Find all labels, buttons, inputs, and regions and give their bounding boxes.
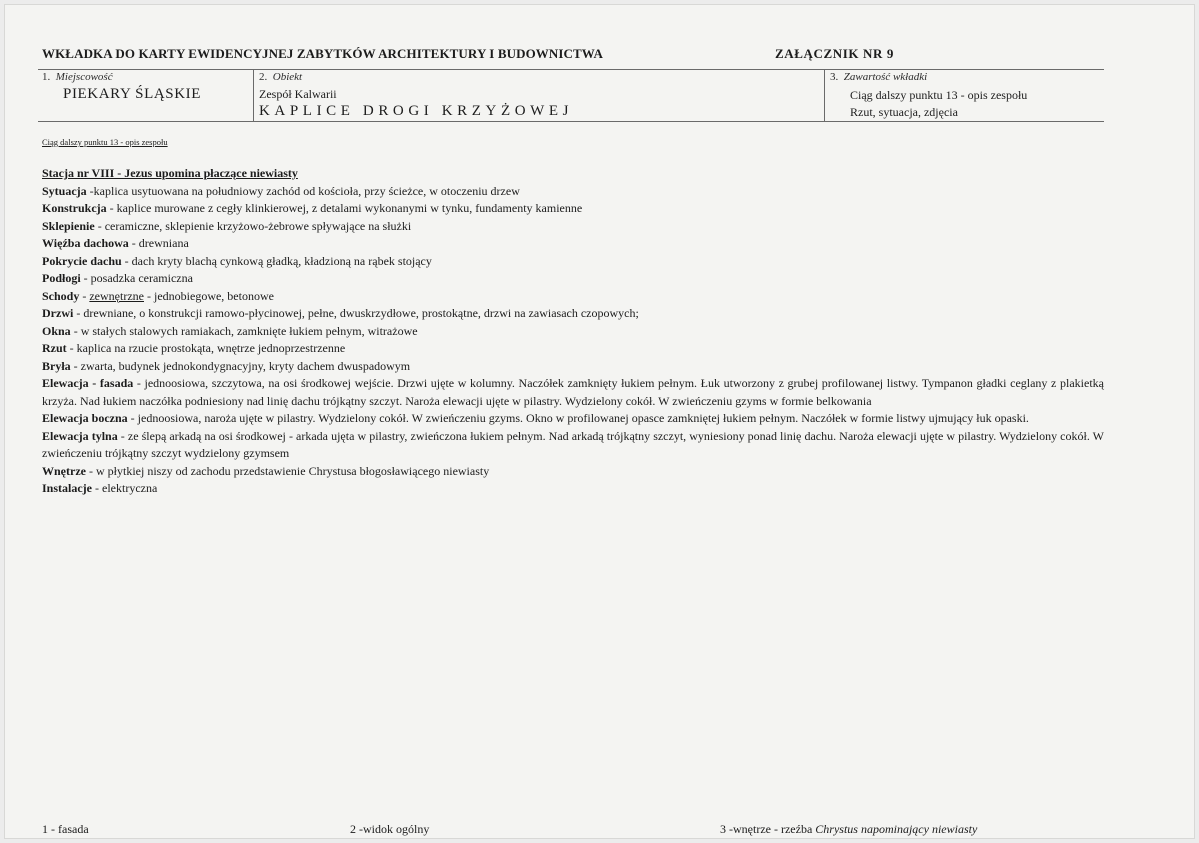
entry-massing: [42, 358, 1104, 376]
entry-separator: -: [127, 411, 138, 425]
caption-facade: 1 - fasada: [42, 822, 89, 836]
entry-label: Rzut: [42, 341, 67, 355]
caption-general-view: 2 -widok ogólny: [350, 822, 430, 836]
entry-label: Bryła: [42, 358, 71, 373]
entry-separator: -: [73, 306, 84, 320]
contents-label-number: 3.: [830, 71, 839, 83]
entry-separator: -: [117, 428, 128, 443]
entry-construction: [42, 200, 1104, 218]
entry-label: Konstrukcja: [42, 201, 107, 215]
entry-windows: [42, 323, 1104, 341]
entry-installations: [42, 480, 1104, 498]
entry-label: Wnętrze: [42, 463, 86, 478]
entry-text: kaplica usytuowana na południowy zachód od kościoła, przy ścieżce, w otoczeniu drzew: [93, 183, 520, 198]
table-top-border: [38, 69, 1104, 70]
entry-separator: -: [66, 341, 77, 355]
entry-text: kaplica na rzucie prostokąta, wnętrze jednoprzestrzenne: [76, 341, 346, 355]
entry-separator: -: [85, 463, 96, 478]
place-label-text: Miejscowość: [55, 71, 113, 83]
document-title: WKŁADKA DO KARTY EWIDENCYJNEJ ZABYTKÓW ARCHITEKTURY I BUDOWNICTWA: [42, 46, 603, 61]
place-name: PIEKARY ŚLĄSKIE: [63, 86, 202, 102]
entry-separator: -: [70, 358, 81, 373]
entry-separator: -: [92, 481, 102, 495]
object-name: KAPLICE DROGI KRZYŻOWEJ: [259, 103, 574, 119]
entry-text: dach kryty blachą cynkową gładką, kładzioną na rąbek stojący: [131, 253, 432, 268]
caption-interior-prefix: 3 -wnętrze - rzeźba: [720, 822, 816, 836]
contents-line-2: Rzut, sytuacja, zdjęcia: [850, 105, 958, 119]
entry-separator: -: [70, 323, 81, 338]
entry-text-underlined: zewnętrzne: [89, 288, 144, 303]
table-bottom-border: [38, 121, 1104, 122]
entry-situation: [42, 183, 1104, 201]
entry-text: - jednobiegowe, betonowe: [144, 288, 274, 303]
object-subtitle: Zespół Kalwarii: [259, 87, 337, 101]
entry-text: elektryczna: [102, 481, 158, 495]
entry-plan: [42, 340, 1104, 358]
entry-vault: [42, 218, 1104, 236]
entry-label: Drzwi: [42, 306, 74, 320]
place-label-number: 1.: [42, 71, 51, 83]
table-divider-1: [253, 69, 254, 122]
entry-text: posadzka ceramiczna: [90, 271, 193, 285]
contents-line-1: Ciąg dalszy punktu 13 - opis zespołu: [850, 88, 1028, 102]
entry-separator: -: [133, 376, 145, 390]
entry-stairs: [42, 288, 1104, 306]
description-body: [42, 165, 1104, 498]
entry-roof-truss: [42, 235, 1104, 253]
entry-text: kaplice murowane z cegły klinkierowej, z detalami wykonanymi w tynku, fundamenty kamienne: [116, 201, 583, 215]
station-title: Stacja nr VIII - Jezus upomina płaczące niewiasty: [42, 166, 298, 180]
entry-separator: -: [128, 236, 139, 250]
entry-text: zwarta, budynek jednokondygnacyjny, kryty dachem dwuspadowym: [80, 358, 411, 373]
entry-label: Pokrycie dachu: [42, 253, 122, 268]
object-label-number: 2.: [259, 71, 268, 83]
entry-facade: [42, 375, 1104, 410]
entry-interior: [42, 463, 1104, 481]
entry-text: w stałych stalowych ramiakach, zamknięte łukiem pełnym, witrażowe: [80, 323, 418, 338]
entry-roofing: [42, 253, 1104, 271]
entry-label: Sklepienie: [42, 218, 95, 233]
caption-interior-title: Chrystus napominający niewiasty: [815, 822, 978, 836]
entry-label: Podłogi: [42, 271, 81, 285]
entry-label: Okna: [42, 323, 71, 338]
entry-label: Schody: [42, 288, 80, 303]
place-label: [42, 71, 113, 83]
entry-separator: -: [79, 288, 90, 303]
entry-label: Instalacje: [42, 481, 92, 495]
entry-text: ceramiczne, sklepienie krzyżowo-żebrowe spływające na służki: [104, 218, 412, 233]
entry-side-elevation: [42, 410, 1104, 428]
entry-label: Elewacja - fasada: [42, 376, 134, 390]
entry-floors: [42, 270, 1104, 288]
station-heading-row: [42, 165, 1104, 183]
entry-text: drewniana: [138, 236, 189, 250]
annex-number: ZAŁĄCZNIK NR 9: [775, 46, 894, 61]
contents-label-text: Zawartość wkładki: [843, 71, 928, 83]
entry-text: drewniane, o konstrukcji ramowo-płycinowej, pełne, dwuskrzydłowe, prostokątne, drzwi na zawiasach czopowych;: [83, 306, 639, 320]
entry-text: w płytkiej niszy od zachodu przedstawienie Chrystusa błogosławiącego niewiasty: [95, 463, 490, 478]
contents-label: [830, 71, 927, 83]
object-label-text: Obiekt: [272, 71, 303, 83]
entry-label: Więźba dachowa: [42, 236, 129, 250]
entry-separator: -: [80, 271, 91, 285]
entry-label: Elewacja tylna: [42, 428, 118, 443]
entry-doors: [42, 305, 1104, 323]
entry-text: ze ślepą arkadą na osi środkowej - arkada ujęta w pilastry, zwieńczona łukiem pełnym. Nad arkadą trójkątny szczyt, wyniesiony ponad linię dachu. Naroża elewacji ujęte w pilastry. Wydzielony cokół. W zwieńczeniu trójkątny szczyt wydzielony gzymsem: [42, 428, 1105, 460]
entry-separator: -: [121, 253, 132, 268]
entry-separator: -: [86, 183, 94, 198]
entry-rear-elevation: [42, 428, 1104, 463]
entry-text: jednoosiowa, naroża ujęte w pilastry. Wydzielony cokół. W zwieńczeniu gzyms. Okno w profilowanej opasce zamkniętej łukiem pełnym. Naczółek w formie listwy ujmujący łuk opaski.: [137, 411, 1029, 425]
entry-label: Sytuacja: [42, 183, 87, 198]
table-divider-2: [824, 69, 825, 122]
entry-separator: -: [106, 201, 117, 215]
entry-separator: -: [94, 218, 105, 233]
object-label: [259, 71, 302, 83]
caption-interior: [720, 822, 977, 837]
continuation-note: Ciąg dalszy punktu 13 - opis zespołu: [42, 137, 168, 147]
entry-label: Elewacja boczna: [42, 411, 128, 425]
entry-text: jednoosiowa, szczytowa, na osi środkowej wejście. Drzwi ujęte w kolumny. Naczółek zamknięty łukiem pełnym. Łuk utworzony z grubej profilowanej listwy. Tympanon gładki ceglany z plakietką krzyża. Nad łukiem naczółka podniesiony nad linię dachu trójkątny szczyt. Naroża elewacji ujęte w pilastry. Wydzielony cokół. W zwieńczeniu gzyms w formie belkowania: [42, 376, 1104, 408]
